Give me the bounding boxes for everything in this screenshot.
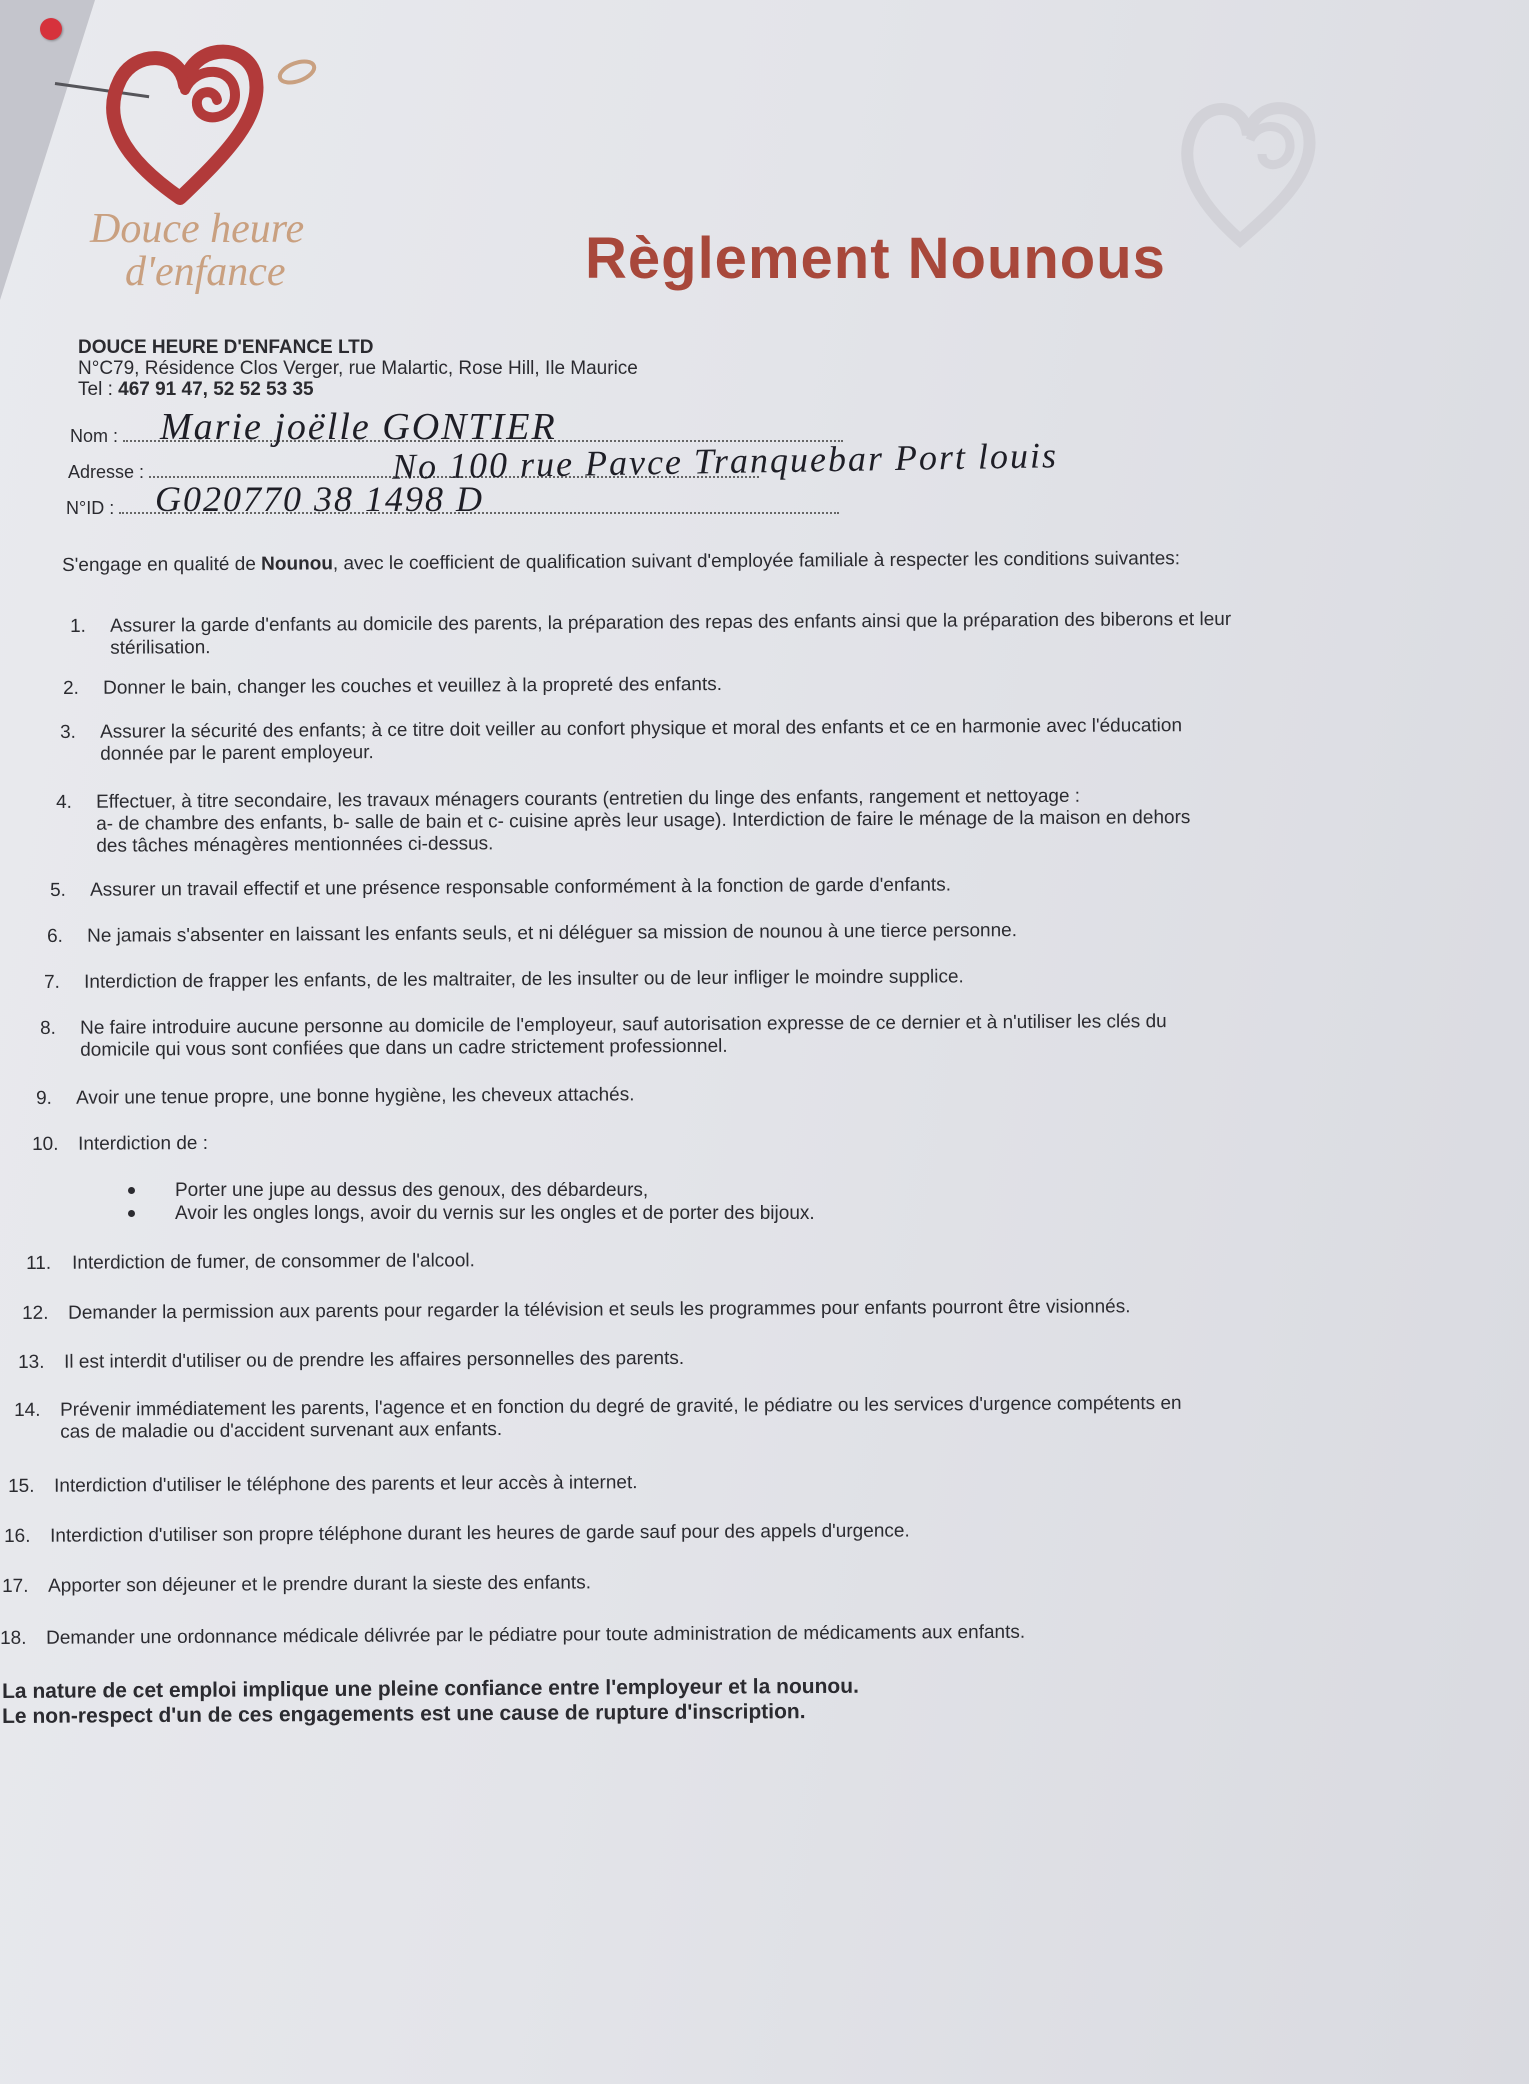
rule-number: 5. bbox=[50, 879, 66, 901]
rule-text bbox=[78, 1133, 208, 1156]
adresse-label: Adresse : bbox=[68, 462, 145, 482]
rule-text-line: Apporter son déjeuner et le prendre durant la sieste des enfants. bbox=[47, 1572, 592, 1597]
rule-text-line: Demander une ordonnance médicale délivrée par le pédiatre pour toute administration de médicaments aux enfants. bbox=[45, 1621, 1026, 1649]
rule-item bbox=[18, 1348, 684, 1374]
intro-role: Nounou bbox=[261, 553, 333, 575]
closing-line-2: Le non-respect d'un de ces engagements est une cause de rupture d'inscription. bbox=[2, 1700, 806, 1728]
heart-logo-icon bbox=[85, 20, 345, 220]
rule-text-line: Assurer la garde d'enfants au domicile des parents, la préparation des repas des enfants ainsi que la préparation des biberons et leur bbox=[109, 608, 1232, 637]
company-logo bbox=[85, 20, 345, 295]
rule-item bbox=[50, 874, 951, 902]
logo-text-line2: d'enfance bbox=[125, 249, 286, 295]
adresse-handwritten-value: No 100 rue Pavce Tranquebar Port louis bbox=[391, 435, 1059, 487]
rule-number: 15. bbox=[8, 1475, 35, 1497]
rule-item bbox=[14, 1393, 1182, 1444]
rule-number: 12. bbox=[22, 1302, 49, 1324]
rule-number: 18. bbox=[0, 1627, 27, 1649]
rule-text bbox=[103, 674, 722, 700]
rule-number: 7. bbox=[44, 971, 60, 993]
rule-number: 11. bbox=[26, 1252, 52, 1274]
rule-number: 1. bbox=[70, 615, 86, 637]
intro-text: S'engage en qualité de bbox=[62, 553, 262, 576]
rule-number: 9. bbox=[36, 1087, 52, 1109]
rule10-bullet-2: Avoir les ongles longs, avoir du vernis sur les ongles et de porter des bijoux. bbox=[128, 1203, 815, 1225]
rule-text-line: cas de maladie ou d'accident survenant aux enfants. bbox=[60, 1419, 503, 1443]
rule-text bbox=[72, 1250, 475, 1274]
logo-text-line1: Douce heure bbox=[90, 206, 305, 252]
company-name: DOUCE HEURE D'ENFANCE LTD bbox=[78, 337, 374, 358]
rule-text-line: Ne jamais s'absenter en laissant les enfants seuls, et ni déléguer sa mission de nounou à une tierce personne. bbox=[86, 920, 1018, 947]
nom-label: Nom : bbox=[70, 426, 119, 446]
page-title: Règlement Nounous bbox=[585, 226, 1166, 291]
rule10-bullet-1: Porter une jupe au dessus des genoux, des débardeurs, bbox=[128, 1180, 648, 1202]
rule-text-line: Interdiction de : bbox=[77, 1132, 209, 1155]
rule-item bbox=[22, 1296, 1131, 1325]
rule-text bbox=[84, 966, 964, 993]
page-fold-shadow bbox=[0, 0, 95, 300]
rule-item bbox=[2, 1572, 591, 1598]
rule-text bbox=[87, 920, 1017, 948]
rule-item bbox=[70, 609, 1231, 660]
watermark-heart-icon bbox=[1170, 80, 1330, 250]
rule-text bbox=[100, 715, 1182, 766]
rule-text-line: Interdiction d'utiliser le téléphone des parents et leur accès à internet. bbox=[53, 1472, 638, 1497]
rule-number: 14. bbox=[14, 1399, 41, 1421]
rule-text-line: donnée par le parent employeur. bbox=[100, 742, 374, 765]
nom-handwritten-value: Marie joëlle GONTIER bbox=[160, 406, 557, 448]
rule-item bbox=[8, 1472, 638, 1498]
company-phone bbox=[78, 379, 638, 400]
rule-number: 17. bbox=[2, 1575, 29, 1597]
rule-text-line: Il est interdit d'utiliser ou de prendre les affaires personnelles des parents. bbox=[63, 1347, 685, 1373]
rule-text bbox=[50, 1520, 910, 1547]
rule-item bbox=[47, 920, 1017, 948]
rule-number: 10. bbox=[32, 1133, 59, 1155]
rule-text-line: stérilisation. bbox=[110, 637, 211, 659]
rule-text-line: Interdiction d'utiliser son propre téléphone durant les heures de garde sauf pour des appels d'urgence. bbox=[49, 1520, 910, 1547]
rule-text-line: domicile qui vous sont confiées que dans un cadre strictement professionnel. bbox=[80, 1035, 728, 1061]
rule-item bbox=[44, 966, 964, 994]
id-label: N°ID : bbox=[66, 498, 115, 518]
rule-text bbox=[64, 1348, 684, 1374]
rule-item bbox=[36, 1084, 635, 1110]
rule-item bbox=[4, 1520, 910, 1548]
rule-text-line: a- de chambre des enfants, b- salle de bain et c- cuisine après leur usage). Interdiction de faire le ménage de la maison en dehors bbox=[96, 807, 1191, 835]
rule-item bbox=[56, 785, 1191, 858]
rule-text bbox=[90, 874, 951, 901]
rule-item bbox=[63, 674, 722, 700]
rule-text bbox=[96, 785, 1191, 858]
rule-number: 2. bbox=[63, 677, 79, 699]
rule-text-line: Prévenir immédiatement les parents, l'agence et en fonction du degré de gravité, le pédiatre ou les services d'urgence compétents en bbox=[59, 1392, 1182, 1421]
rule-text bbox=[68, 1296, 1131, 1324]
rule-text-line: Donner le bain, changer les couches et veuillez à la propreté des enfants. bbox=[102, 673, 723, 699]
phone-label: Tel : bbox=[78, 379, 119, 400]
rule-item bbox=[32, 1133, 208, 1156]
company-info bbox=[78, 337, 638, 400]
pushpin-icon bbox=[40, 18, 62, 40]
rule-text-line: Demander la permission aux parents pour regarder la télévision et seuls les programmes pour enfants pourront être visionnés. bbox=[67, 1296, 1131, 1324]
phone-number: 467 91 47, 52 52 53 35 bbox=[118, 379, 314, 400]
rule-text bbox=[46, 1622, 1025, 1650]
bullet-dot-icon bbox=[128, 1187, 135, 1194]
id-handwritten-value: G020770 38 1498 D bbox=[155, 479, 484, 519]
rule-number: 8. bbox=[40, 1017, 56, 1039]
rule-text bbox=[48, 1572, 591, 1597]
rule-number: 16. bbox=[4, 1525, 31, 1547]
rule-text-line: Effectuer, à titre secondaire, les travaux ménagers courants (entretien du linge des enfants, rangement et nettoyage : bbox=[95, 785, 1081, 813]
rule-text bbox=[54, 1472, 638, 1498]
rule-number: 3. bbox=[60, 721, 76, 743]
rule-text-line: Assurer la sécurité des enfants; à ce titre doit veiller au confort physique et moral des enfants et ce en harmonie avec l'éducation bbox=[99, 715, 1183, 743]
rule-item bbox=[0, 1622, 1025, 1650]
rule-number: 13. bbox=[18, 1351, 45, 1373]
rule-item bbox=[60, 715, 1182, 766]
intro-paragraph bbox=[62, 548, 1180, 577]
closing-line-1: La nature de cet emploi implique une pleine confiance entre l'employeur et la nounou. bbox=[2, 1674, 859, 1703]
rule-text bbox=[76, 1084, 635, 1109]
rule-item bbox=[40, 1011, 1167, 1062]
rule-number: 4. bbox=[56, 791, 72, 813]
rule-text bbox=[110, 609, 1231, 660]
rule-text bbox=[80, 1011, 1167, 1062]
rule-text-line: Assurer un travail effectif et une présence responsable conformément à la fonction de garde d'enfants. bbox=[89, 874, 952, 901]
rule-number: 6. bbox=[47, 925, 63, 947]
rule-text-line: Avoir une tenue propre, une bonne hygiène, les cheveux attachés. bbox=[75, 1084, 635, 1109]
rule-text-line: Interdiction de fumer, de consommer de l'alcool. bbox=[71, 1250, 475, 1274]
rule-text-line: Ne faire introduire aucune personne au domicile de l'employeur, sauf autorisation expresse de ce dernier et à n'utiliser les clés du bbox=[79, 1011, 1167, 1039]
bullet-dot-icon bbox=[128, 1210, 135, 1217]
rule-item bbox=[26, 1250, 475, 1275]
intro-text-rest: , avec le coefficient de qualification suivant d'employée familiale à respecter les conditions suivantes: bbox=[332, 548, 1181, 575]
rule-text-line: Interdiction de frapper les enfants, de les maltraiter, de les insulter ou de leur infliger le moindre supplice. bbox=[83, 966, 964, 993]
company-address: N°C79, Résidence Clos Verger, rue Malartic, Rose Hill, Ile Maurice bbox=[78, 358, 638, 379]
rule-text-line: des tâches ménagères mentionnées ci-dessus. bbox=[96, 833, 494, 857]
rule-text bbox=[60, 1393, 1182, 1444]
